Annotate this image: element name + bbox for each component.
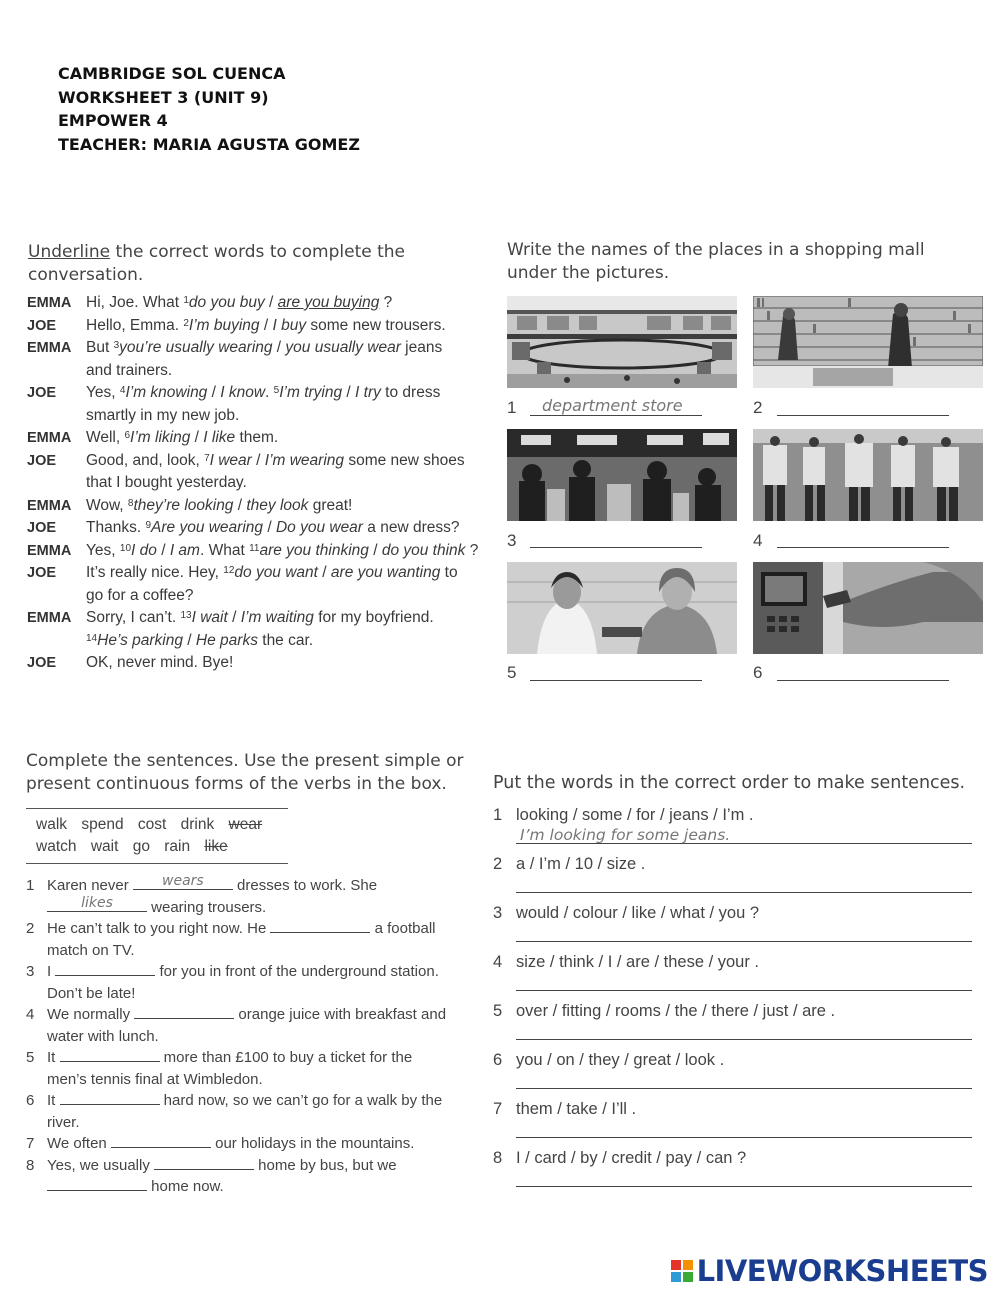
conversation-text: / <box>227 609 241 626</box>
choice-option[interactable]: I wear <box>209 451 252 469</box>
sentence-line <box>26 894 466 919</box>
photo-pharmacy <box>507 562 737 654</box>
conversation-line <box>27 517 487 540</box>
sentence-line <box>26 1090 466 1112</box>
conversation-text: Well, <box>86 429 125 446</box>
conversation-text: to <box>440 564 458 581</box>
picture-answer-input[interactable] <box>777 395 949 416</box>
speaker-name: EMMA <box>27 497 72 514</box>
choice-option[interactable]: I’m liking <box>130 429 191 446</box>
conversation-text: jeans <box>400 339 443 356</box>
choice-option[interactable]: they look <box>246 496 309 514</box>
exercise4-instructions: Put the words in the correct order to make sentences. <box>493 773 966 793</box>
speaker-name <box>27 472 86 495</box>
conversation-line <box>27 382 487 405</box>
conversation-text: / <box>264 294 278 311</box>
conversation-text: Good, and, look, <box>86 451 205 469</box>
picture-answer-input[interactable] <box>530 527 702 548</box>
conversation-text: Hi, Joe. What <box>86 294 184 311</box>
picture-answer-example: department store <box>542 396 683 415</box>
choice-option[interactable]: do you want <box>234 564 318 581</box>
choice-option[interactable]: I’m wearing <box>264 451 345 469</box>
conversation-text: . What <box>199 541 250 559</box>
conversation-text: / <box>156 541 170 559</box>
conversation-text: them. <box>235 429 279 446</box>
word-order-item <box>493 1045 973 1094</box>
choice-option[interactable]: are you buying <box>277 294 380 311</box>
speaker-name: JOE <box>27 565 57 581</box>
conversation-text: the car. <box>257 631 314 649</box>
scrambled-words: a / I’m / 10 / size . <box>516 855 646 873</box>
scrambled-words: them / take / I’ll . <box>516 1100 637 1118</box>
sentence-text: We often <box>47 1135 111 1152</box>
scrambled-words: would / colour / like / what / you ? <box>516 904 760 922</box>
sentence-number <box>26 897 47 919</box>
sentence-number <box>26 1026 47 1048</box>
conversation-text: a new dress? <box>362 519 460 536</box>
word-order-item <box>493 1094 973 1143</box>
item-number: 5 <box>273 385 280 396</box>
choice-option[interactable]: I wait <box>191 609 228 626</box>
choice-option[interactable]: Are you wearing <box>151 519 264 536</box>
sentence-text: more than £100 to buy a ticket for the <box>159 1049 413 1066</box>
scrambled-words: I / card / by / credit / pay / can ? <box>516 1149 747 1167</box>
sentence-text: home now. <box>147 1178 224 1195</box>
sentence-text: We normally <box>47 1006 135 1023</box>
verb-gap-input[interactable] <box>47 1176 147 1191</box>
item-number: 7 <box>204 452 210 464</box>
choice-option[interactable]: I’m trying <box>279 384 343 401</box>
word-order-item <box>493 898 973 947</box>
conversation-line <box>27 607 487 630</box>
item-number: 1 <box>183 295 189 306</box>
item-number: 8 <box>127 497 134 509</box>
box-verb: spend <box>81 816 124 833</box>
conversation-text: / <box>368 541 382 559</box>
verb-gap-input[interactable] <box>270 918 370 933</box>
picture-number: 2 <box>753 398 763 417</box>
item-number: 10 <box>119 542 132 554</box>
conversation-line <box>27 315 487 338</box>
speaker-name: EMMA <box>27 340 72 356</box>
speaker-name: JOE <box>27 317 57 334</box>
conversation-line <box>27 360 487 383</box>
school-name: CAMBRIDGE SOL CUENCA <box>58 64 286 83</box>
verb-gap-input[interactable] <box>55 961 155 976</box>
verb-gap-input[interactable] <box>111 1133 211 1148</box>
choice-option[interactable]: I do <box>131 541 157 559</box>
instruction-underline-word: Underline <box>28 242 111 262</box>
choice-option[interactable]: are you thinking <box>259 541 369 559</box>
box-verb: walk <box>36 816 68 833</box>
sentence-line <box>26 1069 466 1091</box>
sentence-line <box>26 1004 466 1026</box>
conversation-text: Yes, <box>86 384 120 401</box>
word-order-item <box>493 1143 973 1192</box>
conversation-text: Yes, <box>86 541 120 559</box>
logo-text: LIVEWORKSHEETS <box>696 1254 988 1288</box>
conversation-text: / <box>342 384 356 401</box>
sentence-text: Don’t be late! <box>47 984 136 1002</box>
sentence-number: 5 <box>26 1049 35 1066</box>
speaker-name: JOE <box>27 520 57 536</box>
conversation-text: ? <box>379 294 393 311</box>
choice-option[interactable]: are you wanting <box>330 564 441 581</box>
sentence-text: match on TV. <box>47 941 135 959</box>
conversation-text: Thanks. <box>86 519 146 536</box>
choice-option[interactable]: you usually wear <box>285 339 401 356</box>
sentence-number: 2 <box>26 920 35 937</box>
item-number: 1 <box>493 806 503 824</box>
conversation-text: / <box>263 519 276 536</box>
gap-answer: likes <box>81 894 113 911</box>
choice-option[interactable]: I am <box>169 541 200 559</box>
sentence-list <box>26 875 466 1198</box>
photo-food-court <box>507 429 737 521</box>
box-verb: go <box>132 838 150 855</box>
conversation-line <box>27 337 487 360</box>
speaker-name <box>27 630 86 653</box>
sentence-text: Yes, we usually <box>47 1156 155 1174</box>
sentence-number: 3 <box>26 963 35 980</box>
photo-cash-machine <box>753 562 983 654</box>
picture-number: 1 <box>507 398 517 417</box>
speaker-name: EMMA <box>27 430 72 446</box>
scrambled-words: looking / some / for / jeans / I’m . <box>516 806 754 824</box>
conversation-line <box>27 495 487 518</box>
conversation-text: / <box>233 496 247 514</box>
picture-answer-input[interactable] <box>530 660 702 681</box>
sentence-line <box>26 961 466 983</box>
choice-option[interactable]: I’m waiting <box>240 609 314 626</box>
choice-option[interactable]: I know <box>220 384 266 401</box>
conversation-text: that I bought yesterday. <box>86 474 247 491</box>
picture-answer-input[interactable] <box>777 660 949 681</box>
choice-option[interactable]: I’m knowing <box>125 384 208 401</box>
choice-option[interactable]: do you buy <box>188 294 265 311</box>
conversation <box>27 292 487 675</box>
answer-line-input[interactable] <box>516 892 972 893</box>
conversation-text: great! <box>308 496 353 514</box>
conversation-text: / <box>251 451 265 469</box>
item-number: 3 <box>493 904 503 922</box>
choice-option[interactable]: I’m buying <box>188 316 260 334</box>
word-order-item <box>493 947 973 996</box>
sentence-number <box>26 1069 47 1091</box>
item-number: 5 <box>493 1002 503 1020</box>
sentence-line <box>26 1155 466 1177</box>
struck-verb: wear <box>228 816 263 833</box>
box-verb: drink <box>180 816 215 833</box>
word-order-item <box>493 800 973 849</box>
answer-line-input[interactable] <box>516 1137 972 1138</box>
conversation-text: for my boyfriend. <box>313 609 434 626</box>
choice-option[interactable]: I like <box>203 429 236 446</box>
speaker-name: JOE <box>27 655 57 671</box>
conversation-line <box>27 450 487 473</box>
sentence-number <box>26 983 47 1005</box>
conversation-line <box>27 652 487 675</box>
conversation-line <box>27 405 487 428</box>
exercise2-instructions: Write the names of the places in a shopping mall under the pictures. <box>507 240 925 283</box>
conversation-line <box>27 292 487 315</box>
speaker-name: JOE <box>27 452 57 469</box>
sentence-text: I <box>47 963 56 980</box>
sentence-number: 1 <box>26 877 35 894</box>
answer-line-input[interactable] <box>516 941 972 942</box>
exercise3-instructions: Complete the sentences. Use the present simple or present continuous forms of the verbs in the box. <box>26 751 464 794</box>
choice-option[interactable]: they’re looking <box>133 496 234 514</box>
conversation-text: Wow, <box>86 496 128 514</box>
sentence-line <box>26 1176 466 1198</box>
sentence-text: wearing trousers. <box>147 898 267 916</box>
answer-line-input[interactable] <box>516 843 972 844</box>
conversation-text: OK, never mind. Bye! <box>86 654 234 671</box>
verb-gap-input[interactable] <box>134 1004 234 1019</box>
exercise1-instructions: Underline the correct words to complete the conversation. <box>28 242 406 285</box>
sentence-text: home by bus, but we <box>254 1156 397 1174</box>
item-number: 14 <box>86 632 98 644</box>
sentence-text: for you in front of the underground station. <box>155 963 439 980</box>
conversation-text: / <box>259 316 273 334</box>
sentence-line <box>26 1133 466 1155</box>
item-number: 6 <box>124 430 131 441</box>
box-verb: rain <box>164 838 191 855</box>
sentence-text: Karen never <box>47 877 133 894</box>
liveworksheets-logo <box>671 1254 988 1288</box>
speaker-name: EMMA <box>27 542 72 559</box>
item-number: 2 <box>183 317 189 329</box>
item-number: 8 <box>493 1149 503 1167</box>
verb-gap-input[interactable] <box>60 1090 160 1105</box>
conversation-text: / <box>317 564 331 581</box>
conversation-text: . <box>265 384 274 401</box>
choice-option[interactable]: I try <box>355 384 381 401</box>
sentence-line <box>26 1026 466 1048</box>
conversation-line <box>27 585 487 608</box>
box-verb: watch <box>36 838 77 855</box>
sentence-line <box>26 1112 466 1134</box>
photo-clothes-shop <box>753 429 983 521</box>
conversation-text: / <box>207 384 221 401</box>
choice-option[interactable]: Do you wear <box>275 519 363 536</box>
choice-option[interactable]: He’s parking <box>97 631 183 649</box>
sentence-number: 6 <box>26 1092 35 1109</box>
choice-option[interactable]: do you think <box>381 541 466 559</box>
speaker-name: JOE <box>27 385 57 401</box>
item-number: 9 <box>145 520 152 531</box>
scrambled-words: size / think / I / are / these / your . <box>516 953 760 971</box>
sentence-text: orange juice with breakfast and <box>234 1006 447 1023</box>
item-number: 13 <box>180 610 192 621</box>
answer-line-input[interactable] <box>516 1039 972 1040</box>
item-number: 12 <box>223 565 235 576</box>
conversation-line <box>27 630 487 653</box>
word-order-item <box>493 849 973 898</box>
struck-verb: like <box>204 838 228 855</box>
answer-line-input[interactable] <box>516 1088 972 1089</box>
answer-line-input[interactable] <box>516 990 972 991</box>
answer-text: I’m looking for some jeans. <box>520 826 731 844</box>
sentence-line <box>26 918 466 940</box>
sentence-text: It <box>47 1092 60 1109</box>
speaker-name <box>27 405 86 428</box>
conversation-text: ? <box>465 541 479 559</box>
picture-number: 5 <box>507 663 517 682</box>
worksheet-header <box>58 62 360 156</box>
sentence-text: a football <box>370 920 436 937</box>
verb-gap-input[interactable] <box>47 894 147 912</box>
conversation-line <box>27 472 487 495</box>
sentence-line <box>26 983 466 1005</box>
logo-icon <box>671 1260 693 1282</box>
conversation-line <box>27 562 487 585</box>
scrambled-words: you / on / they / great / look . <box>516 1051 725 1069</box>
item-number: 3 <box>113 340 120 351</box>
sentence-text: water with lunch. <box>47 1027 159 1045</box>
sentence-text: hard now, so we can’t go for a walk by the <box>159 1092 443 1109</box>
photo-department-store <box>507 296 737 388</box>
conversation-text: go for a coffee? <box>86 586 194 604</box>
verb-box-row <box>36 838 228 856</box>
sentence-number: 4 <box>26 1006 35 1023</box>
picture-number: 6 <box>753 663 763 682</box>
conversation-line <box>27 540 487 563</box>
conversation-text: / <box>190 429 204 446</box>
verb-gap-input[interactable] <box>133 875 233 890</box>
item-number: 11 <box>249 542 260 554</box>
sentence-number <box>26 1112 47 1134</box>
sentence-number: 8 <box>26 1156 35 1174</box>
conversation-text: It’s really nice. Hey, <box>86 564 224 581</box>
verb-box-row <box>36 816 262 834</box>
conversation-text: / <box>183 631 196 649</box>
conversation-text: and trainers. <box>86 361 173 379</box>
verb-gap-input[interactable] <box>154 1155 254 1170</box>
scrambled-words: over / fitting / rooms / the / there / just / are . <box>516 1002 836 1020</box>
item-number: 4 <box>493 953 503 971</box>
course-name: EMPOWER 4 <box>58 111 168 130</box>
verb-box <box>26 808 288 864</box>
sentence-number <box>26 1176 47 1198</box>
conversation-text: / <box>272 339 286 356</box>
sentence-text: our holidays in the mountains. <box>210 1135 415 1152</box>
conversation-text: some new shoes <box>344 451 465 469</box>
teacher-name: TEACHER: MARIA AGUSTA GOMEZ <box>58 134 360 154</box>
item-number: 6 <box>493 1051 503 1069</box>
speaker-name: EMMA <box>27 610 72 626</box>
sentence-text: river. <box>47 1113 80 1131</box>
conversation-text: But <box>86 339 114 356</box>
sentence-text: It <box>47 1049 60 1066</box>
picture-answer-input[interactable] <box>777 527 949 548</box>
word-order-item <box>493 996 973 1045</box>
conversation-text: some new trousers. <box>306 316 446 334</box>
sentence-line <box>26 1047 466 1069</box>
picture-number: 4 <box>753 531 763 550</box>
sentence-text: dresses to work. She <box>232 877 378 894</box>
choice-option[interactable]: He parks <box>195 631 258 649</box>
item-number: 7 <box>493 1100 503 1118</box>
item-number: 4 <box>119 385 126 396</box>
speaker-name: EMMA <box>27 295 72 311</box>
box-verb: wait <box>90 838 119 855</box>
worksheet-title: WORKSHEET 3 (UNIT 9) <box>58 87 269 107</box>
photo-bookshop <box>753 296 983 388</box>
picture-number: 3 <box>507 531 517 550</box>
verb-gap-input[interactable] <box>60 1047 160 1062</box>
box-verb: cost <box>137 816 167 833</box>
choice-option[interactable]: I buy <box>272 316 307 334</box>
choice-option[interactable]: you’re usually wearing <box>119 339 273 356</box>
speaker-name <box>27 585 86 608</box>
conversation-text: to dress <box>380 384 441 401</box>
conversation-line <box>27 427 487 450</box>
sentence-line <box>26 940 466 962</box>
sentence-text: He can’t talk to you right now. He <box>47 920 271 937</box>
gap-answer: wears <box>162 873 204 889</box>
sentence-number: 7 <box>26 1135 35 1152</box>
conversation-text: smartly in my new job. <box>86 406 240 424</box>
sentence-number <box>26 940 47 962</box>
item-number: 2 <box>493 855 503 873</box>
answer-line-input[interactable] <box>516 1186 972 1187</box>
conversation-text: Sorry, I can’t. <box>86 609 181 626</box>
conversation-text: Hello, Emma. <box>86 316 184 334</box>
speaker-name <box>27 360 86 383</box>
sentence-text: men’s tennis final at Wimbledon. <box>47 1070 263 1088</box>
